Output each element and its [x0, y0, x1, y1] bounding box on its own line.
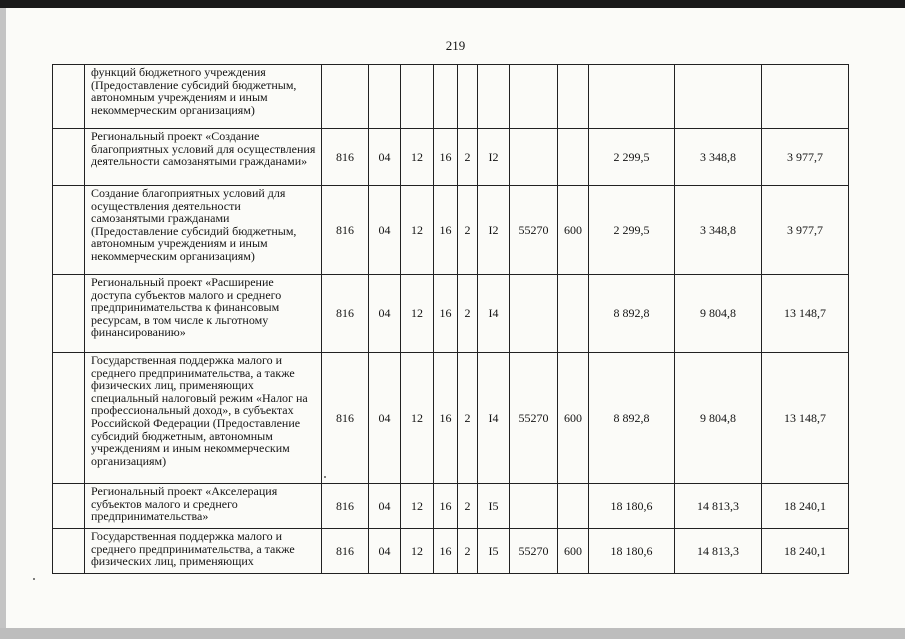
budget-table-wrapper [52, 64, 849, 574]
margin-cell [53, 275, 85, 353]
table-row [53, 186, 849, 275]
pr-code: 12 [401, 129, 434, 186]
pr-code: 12 [401, 186, 434, 275]
rz-code: 04 [369, 353, 401, 484]
table-row [53, 353, 849, 484]
csr-code-2: 2 [458, 484, 478, 529]
rz-code [369, 65, 401, 129]
table-row [53, 529, 849, 574]
amount-year-1: 18 180,6 [589, 529, 675, 574]
amount-year-1: 2 299,5 [589, 186, 675, 275]
document-page [6, 8, 905, 628]
csr-code-2: 2 [458, 129, 478, 186]
amount-year-1: 8 892,8 [589, 275, 675, 353]
rz-code: 04 [369, 529, 401, 574]
table-row [53, 65, 849, 129]
margin-cell [53, 353, 85, 484]
row-name: Государственная поддержка малого и среднего предпринимательства, а также физических лиц, применяющих специальный налоговый режим «Налог на профессиональный доход», в субъектах Российской Федерации (Предоставление субсидий бюджетным, автономным учреждениям и иным некоммерческим организациям) [85, 353, 322, 484]
amount-year-1: 2 299,5 [589, 129, 675, 186]
amount-year-3: 3 977,7 [762, 186, 849, 275]
csr-code-3: I4 [478, 275, 510, 353]
rz-code: 04 [369, 129, 401, 186]
margin-cell [53, 65, 85, 129]
pr-code: 12 [401, 275, 434, 353]
vid-code: 600 [558, 186, 589, 275]
csr-code-2: 2 [458, 275, 478, 353]
margin-cell [53, 529, 85, 574]
amount-year-3 [762, 65, 849, 129]
csr-code-4: 55270 [510, 186, 558, 275]
vid-code [558, 484, 589, 529]
amount-year-2: 3 348,8 [675, 129, 762, 186]
vid-code [558, 129, 589, 186]
csr-code-1: 16 [434, 484, 458, 529]
margin-cell [53, 484, 85, 529]
csr-code-1: 16 [434, 529, 458, 574]
row-name: Создание благоприятных условий для осуществления деятельности самозанятыми гражданами (Предоставление субсидий бюджетным, автономным учреждениям и иным некоммерческим организациям) [85, 186, 322, 275]
scan-bottom-edge [0, 628, 905, 639]
vr-code: 816 [322, 353, 369, 484]
vid-code [558, 65, 589, 129]
csr-code-3 [478, 65, 510, 129]
amount-year-1: 18 180,6 [589, 484, 675, 529]
csr-code-1: 16 [434, 353, 458, 484]
csr-code-4 [510, 275, 558, 353]
vr-code: 816 [322, 529, 369, 574]
row-name: Региональный проект «Расширение доступа субъектов малого и среднего предпринимательства к финансовым ресурсам, в том числе к льготному финансированию» [85, 275, 322, 353]
pr-code [401, 65, 434, 129]
amount-year-3: 13 148,7 [762, 275, 849, 353]
vr-code [322, 65, 369, 129]
csr-code-2 [458, 65, 478, 129]
csr-code-3: I2 [478, 129, 510, 186]
csr-code-4 [510, 129, 558, 186]
csr-code-4 [510, 65, 558, 129]
csr-code-2: 2 [458, 529, 478, 574]
amount-year-2: 9 804,8 [675, 353, 762, 484]
csr-code-1: 16 [434, 186, 458, 275]
amount-year-1 [589, 65, 675, 129]
margin-cell [53, 186, 85, 275]
scan-speck [324, 476, 326, 478]
vid-code [558, 275, 589, 353]
table-row [53, 484, 849, 529]
csr-code-3: I2 [478, 186, 510, 275]
amount-year-2: 9 804,8 [675, 275, 762, 353]
amount-year-2: 14 813,3 [675, 484, 762, 529]
csr-code-2: 2 [458, 353, 478, 484]
row-name: Региональный проект «Создание благоприятных условий для осуществления деятельности самозанятыми гражданами» [85, 129, 322, 186]
scan-speck [33, 578, 35, 580]
amount-year-2: 3 348,8 [675, 186, 762, 275]
vr-code: 816 [322, 186, 369, 275]
row-name: Региональный проект «Акселерация субъектов малого и среднего предпринимательства» [85, 484, 322, 529]
csr-code-4: 55270 [510, 353, 558, 484]
vr-code: 816 [322, 129, 369, 186]
vr-code: 816 [322, 484, 369, 529]
csr-code-2: 2 [458, 186, 478, 275]
csr-code-3: I5 [478, 484, 510, 529]
csr-code-4 [510, 484, 558, 529]
csr-code-1 [434, 65, 458, 129]
table-row [53, 275, 849, 353]
pr-code: 12 [401, 353, 434, 484]
vid-code: 600 [558, 529, 589, 574]
rz-code: 04 [369, 275, 401, 353]
pr-code: 12 [401, 529, 434, 574]
scan-top-edge [0, 0, 905, 8]
rz-code: 04 [369, 186, 401, 275]
csr-code-3: I4 [478, 353, 510, 484]
amount-year-3: 18 240,1 [762, 529, 849, 574]
csr-code-3: I5 [478, 529, 510, 574]
vr-code: 816 [322, 275, 369, 353]
row-name: Государственная поддержка малого и среднего предпринимательства, а также физических лиц, применяющих [85, 529, 322, 574]
rz-code: 04 [369, 484, 401, 529]
amount-year-1: 8 892,8 [589, 353, 675, 484]
amount-year-2 [675, 65, 762, 129]
table-row [53, 129, 849, 186]
amount-year-2: 14 813,3 [675, 529, 762, 574]
row-name: функций бюджетного учреждения (Предоставление субсидий бюджетным, автономным учреждениям и иным некоммерческим организациям) [85, 65, 322, 129]
pr-code: 12 [401, 484, 434, 529]
vid-code: 600 [558, 353, 589, 484]
csr-code-4: 55270 [510, 529, 558, 574]
csr-code-1: 16 [434, 275, 458, 353]
margin-cell [53, 129, 85, 186]
csr-code-1: 16 [434, 129, 458, 186]
budget-table [52, 64, 849, 574]
amount-year-3: 13 148,7 [762, 353, 849, 484]
page-number: 219 [445, 38, 466, 53]
amount-year-3: 18 240,1 [762, 484, 849, 529]
amount-year-3: 3 977,7 [762, 129, 849, 186]
